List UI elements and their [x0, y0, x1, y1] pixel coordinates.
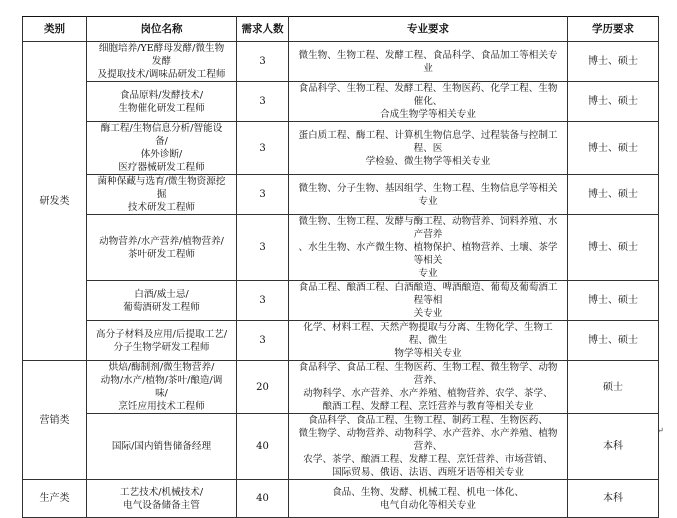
degree-cell: 博士、硕士 — [568, 215, 659, 281]
table-row — [23, 321, 659, 361]
position-cell: 动物营养/水产营养/植物营养/ 茶叶研发工程师 — [87, 215, 237, 281]
header-major: 专业要求 — [289, 17, 568, 42]
header-count: 需求人数 — [237, 17, 289, 42]
count-cell: 3 — [237, 82, 289, 122]
degree-cell: 博士、硕士 — [568, 42, 659, 82]
table-row — [23, 82, 659, 122]
count-cell: 3 — [237, 122, 289, 175]
major-cell: 食品、生物、发酵、机械工程、机电一体化、 电气自动化等相关专业 — [289, 480, 568, 518]
table-row — [23, 480, 659, 518]
degree-cell: 本科 — [568, 414, 659, 480]
table-row — [23, 175, 659, 215]
major-cell: 食品科学、生物工程、发酵工程、生物医药、化学工程、生物催化、 合成生物学等相关专业 — [289, 82, 568, 122]
count-cell: 3 — [237, 321, 289, 361]
recruitment-table — [22, 16, 659, 518]
position-cell: 细胞培养/YE酵母发酵/微生物发酵 及提取技术/调味品研发工程师 — [87, 42, 237, 82]
position-cell: 烘焙/酶制剂/微生物营养/ 动物/水产/植物/茶叶/酿造/调味/ 烹饪应用技术工程师 — [87, 361, 237, 414]
count-cell: 20 — [237, 361, 289, 414]
count-cell: 40 — [237, 414, 289, 480]
header-category: 类别 — [23, 17, 87, 42]
table-row — [23, 215, 659, 281]
degree-cell: 博士、硕士 — [568, 122, 659, 175]
degree-cell: 本科 — [568, 480, 659, 518]
category-cell-sales: 营销类 — [23, 361, 87, 480]
position-cell: 菌种保藏与选育/微生物资源挖掘 技术研发工程师 — [87, 175, 237, 215]
degree-cell: 硕士 — [568, 361, 659, 414]
major-cell: 蛋白质工程、酶工程、计算机生物信息学、过程装备与控制工程、医 学检验、微生物学等相关专业 — [289, 122, 568, 175]
count-cell: 3 — [237, 175, 289, 215]
major-cell: 食品科学、食品工程、生物医药、生物工程、微生物学、动物营养、 动物科学、水产营养、水产养殖、植物营养、农学、茶学、 酿酒工程、发酵工程、烹饪营养与教育等相关专业 — [289, 361, 568, 414]
count-cell: 3 — [237, 281, 289, 321]
count-cell: 3 — [237, 42, 289, 82]
degree-cell: 博士、硕士 — [568, 321, 659, 361]
count-cell: 3 — [237, 215, 289, 281]
position-cell: 酶工程/生物信息分析/智能设备/ 体外诊断/ 医疗器械研发工程师 — [87, 122, 237, 175]
position-cell: 白酒/威士忌/ 葡萄酒研发工程师 — [87, 281, 237, 321]
major-cell: 微生物、生物工程、发酵工程、食品科学、食品加工等相关专业 — [289, 42, 568, 82]
header-position: 岗位名称 — [87, 17, 237, 42]
table-row — [23, 414, 659, 480]
position-cell: 高分子材料及应用/后提取工艺/ 分子生物学研发工程师 — [87, 321, 237, 361]
major-cell: 微生物、生物工程、发酵与酶工程、动物营养、饲料养殖、水产营养 、水生生物、水产微生物、植物保护、植物营养、土壤、茶学等相关 专业 — [289, 215, 568, 281]
major-cell: 微生物、分子生物、基因组学、生物工程、生物信息学等相关专业 — [289, 175, 568, 215]
position-cell: 国际/国内销售储备经理 — [87, 414, 237, 480]
major-cell: 食品工程、酿酒工程、白酒酿造、啤酒酿造、葡萄及葡萄酒工程等相 关专业 — [289, 281, 568, 321]
degree-cell: 博士、硕士 — [568, 82, 659, 122]
category-cell-production: 生产类 — [23, 480, 87, 518]
table-row — [23, 281, 659, 321]
table-row — [23, 122, 659, 175]
paragraph-mark: ↵ — [657, 426, 664, 435]
degree-cell: 博士、硕士 — [568, 175, 659, 215]
major-cell: 食品科学、食品工程、生物工程、制药工程、生物医药、 微生物学、动物营养、动物科学、水产营养、水产养殖、植物营养、 农学、茶学、酿酒工程、发酵工程、烹饪营养、市场营销、 国际贸易、俄语、法语、西班牙语等相关专业 — [289, 414, 568, 480]
category-cell-rd: 研发类 — [23, 42, 87, 361]
table-row — [23, 42, 659, 82]
major-cell: 化学、材料工程、天然产物提取与分离、生物化学、生物工程、微生 物学等相关专业 — [289, 321, 568, 361]
header-row — [23, 17, 659, 42]
table-row — [23, 361, 659, 414]
count-cell: 40 — [237, 480, 289, 518]
position-cell: 工艺技术/机械技术/ 电气设备储备主管 — [87, 480, 237, 518]
degree-cell: 博士、硕士 — [568, 281, 659, 321]
header-degree: 学历要求 — [568, 17, 659, 42]
position-cell: 食品原料/发酵技术/ 生物催化研发工程师 — [87, 82, 237, 122]
